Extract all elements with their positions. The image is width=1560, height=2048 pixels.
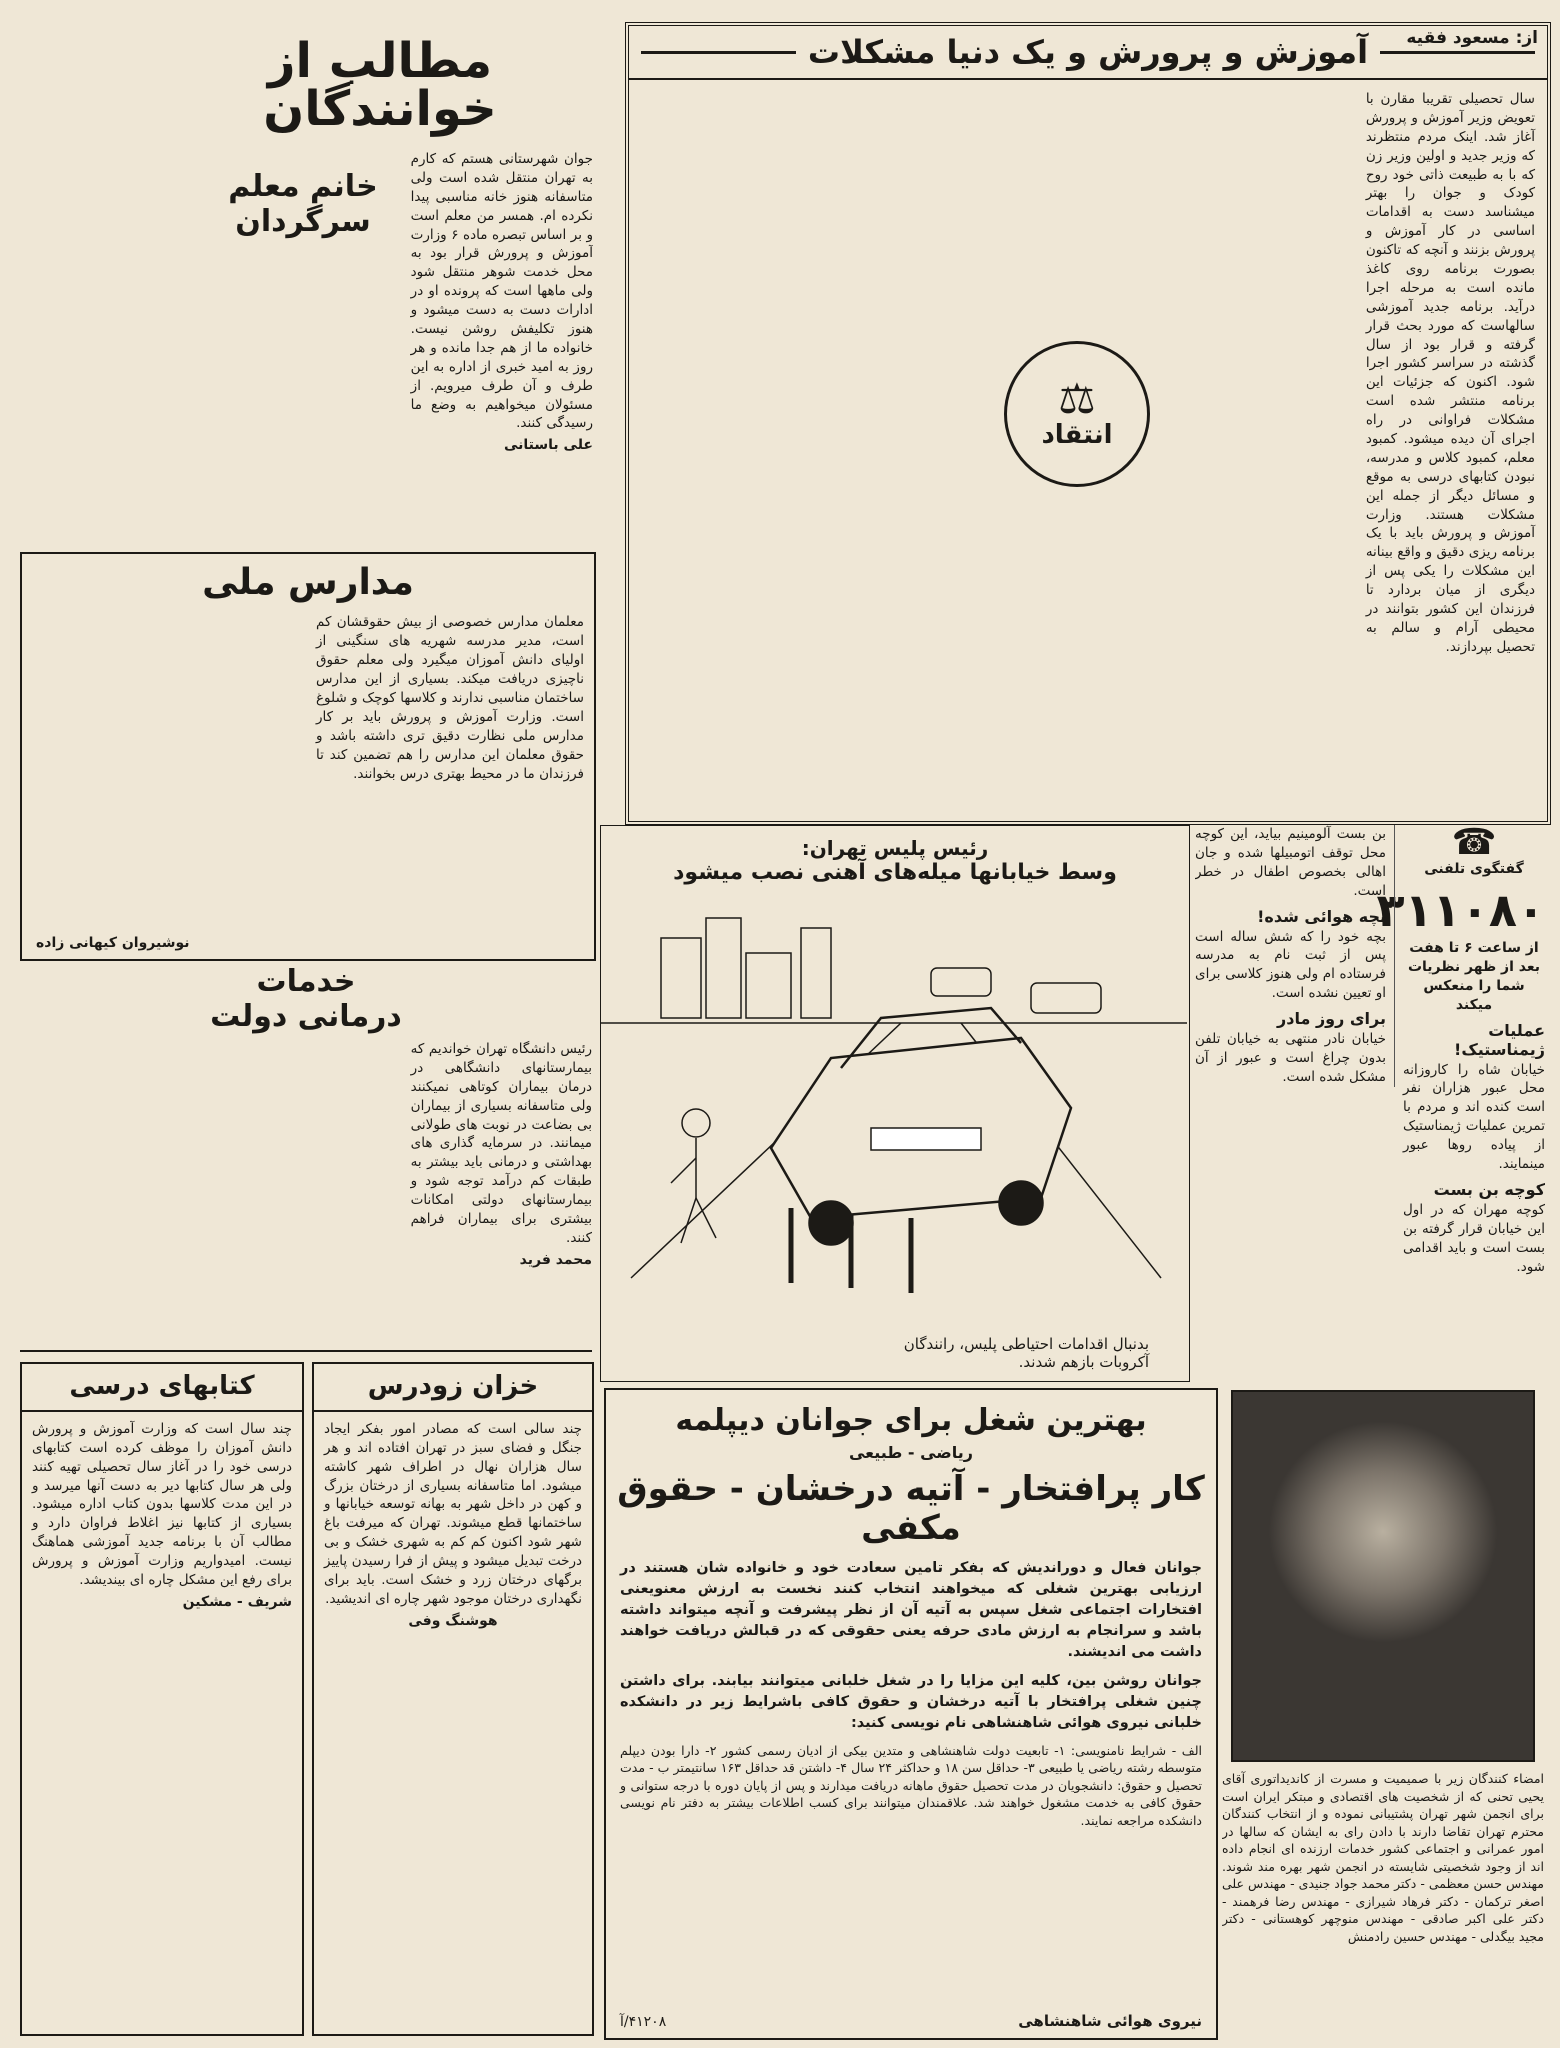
ad-headline: بهترین شغل برای جوانان دیپلمه [675,1403,1147,1438]
fall-article-signature: هوشنگ وفی [408,1612,498,1629]
national-schools-title: مدارس ملی [202,562,414,603]
phone-column-label: گفتگوی تلفنی [1424,861,1524,877]
phone-icon: ☎ [1451,825,1497,863]
textbooks-signature: شریف - مشکین [182,1593,292,1610]
phone-item-1-text: خیابان شاه را کاروزانه محل عبور هزاران نفر است کنده اند و مردم با تمرین عملیات ژیمناستیک از پیاده روها عبور مینمایند. [1403,1061,1545,1173]
ad-subhead: ریاضی - طبیعی [848,1442,973,1462]
fall-article-title: خزان زودرس [314,1364,592,1412]
phone-column [1195,825,1545,1380]
health-services-article [20,965,592,1345]
cartoon-caption-1: بدنبال اقدامات احتیاطی پلیس، رانندگان [903,1335,1149,1353]
ad-footer-right: نیروی هوائی شاهنشاهی [1018,2012,1202,2030]
phone-number: ۳۱۱۰۸۰ [1376,883,1545,937]
ad-call: جوانان روشن بین، کلیه این مزایا را در شغل خلبانی میتوانند بیابند. برای داشتن چنین شغلی پرافتخار با آتیه درخشان و حقوق کافی باشرایط زیر در دانشکده خلبانی نیروی هوائی شاهنشاهی نام نویسی کنید: [620,1672,1202,1731]
phone-top-note: بن بست آلومینیم بیاید، این کوچه محل توقف اتومبیلها شده و جان اهالی بخصوص اطفال در خطر است. [1195,826,1386,899]
readers-mail-title: مطالب از خوانندگان [263,33,497,137]
criticism-badge-label: انتقاد [1041,420,1113,450]
letter-teacher-body: جوان شهرستانی هستم که کارم به تهران منتقل شده است ولی متاسفانه هنوز خانه مناسبی پیدا نکرده ام. همسر من معلم است و بر اساس تبصره ماده ۶ وزارت آموزش و پرورش قرار بود به محل خدمت شوهر منتقل شود ولی ماهها است که پرونده او در ادارات دست به دست میشود و هنوز تکلیفش روشن نیست. خانواده ما از هم جدا مانده و هر روز به امید خبری از اداره به این طرف و آن طرف میرویم. از مسئولان میخواهیم به وضع ما رسیدگی کنند. [410,151,593,432]
phone-item-4-title: برای روز مادر [1277,1009,1386,1029]
phone-item-1-title: عملیات ژیمناستیک! [1454,1020,1545,1059]
portrait-photo [1231,1390,1535,1762]
main-article-body: سال تحصیلی تقریبا مقارن با تعویض وزیر آموزش و پرورش آغاز شد. اینک مردم منتظرند که وزیر جدید و اولین وزیر زن که با به طبیعت ذاتی خود روح کودک و جوان را بهتر میشناسد دست به اقدامات اساسی در کار آموزش و پرورش بزنند و آنچه که تاکنون بصورت برنامه روی کاغذ مانده است به مرحله اجرا درآید. برنامه جدید آموزشی سالهاست که مورد بحث قرار گرفته و قرار بود از سال گذشته در سراسر کشور اجرا شود. اکنون که جزئیات این برنامه منتشر شده است مشکلات فراوانی در راه اجرای آن دیده میشود. کمبود معلم، کمبود کلاس و مدرسه، نبودن کتابهای درسی به موقع و مسائل دیگر از جمله این مشکلات هستند. وزارت آموزش و پرورش باید با یک برنامه ریزی دقیق و واقع بینانه این مشکلات را یکی پس از دیگری از میان بردارد تا فرزندان این کشور بتوانند در محیطی آرام و سالم به تحصیل بپردازند. [1365,91,1535,655]
national-schools-article [20,552,596,961]
fall-article [312,1362,594,2036]
phone-item-3-title: بچه هوائی شده! [1257,906,1386,926]
ad-intro: جوانان فعال و دوراندیش که بفکر تامین سعادت خود و خانواده شان هستند در ارزیابی بهترین شغلی که میخواهند انتخاب کنند نخست به ارزش معنویعنی افتخارات اجتماعی شغل سپس به آتیه آن از نظر پیشرفت و آنچه میتواند داشته باشد و سرانجام به ارزش مادی حرفه یعنی حقوقی که در قبالش دریافت خواهند داشت می اندیشند. [620,1559,1202,1660]
cartoon-illustration [601,898,1187,1308]
police-headline: رئیس پلیس تهران: [801,836,989,860]
top-byline: از: مسعود فقیه [1406,28,1538,48]
endorsement-notice [1222,1390,1544,2035]
police-subheadline: وسط خیابانها میله‌های آهنی نصب میشود [673,860,1117,885]
readers-mail-header [170,30,590,140]
letter-teacher-title: خانم معلم سرگردان [228,169,378,239]
national-schools-body: معلمان مدارس خصوصی از بیش حقوقشان کم است، مدیر مدرسه شهریه های سنگینی از اولیای دانش آموزان میگیرد ولی معلم حقوق ناچیزی دریافت میکند. بسیاری از این مدارس ساختمان مناسبی ندارند و کلاسها کوچک و شلوغ است. وزارت آموزش و پرورش باید بر کار مدارس ملی نظارت دقیق تری داشته باشد و حقوق معلمان این مدارس را هم تضمین کند تا فرزندان ما در محیط بهتری درس بخوانند. [316,614,584,782]
ad-conditions: الف - شرایط نامنویسی: ۱- تابعیت دولت شاهنشاهی و متدین بیکی از ادیان رسمی کشور ۲- دارا بودن دیپلم متوسطه رشته ریاضی یا طبیعی ۳- حداقل سن ۱۸ و حداکثر ۲۴ سال ۴- داشتن قد حداقل ۱۶۳ سانتیمتر ب - مدت تحصیل و حقوق: دانشجویان در مدت تحصیل حقوق ماهانه دریافت میدارند و پس از پایان دوره با درجه ستوانی و حقوق کافی به خدمت مشغول خواهند شد. علاقمندان میتوانند برای کسب اطلاعات بیشتر به دفتر نام نویسی دانشکده مراجعه نمایند. [620,1742,1202,1828]
phone-item-3-text: بچه خود را که شش ساله است پس از ثبت نام به مدرسه فرستاده ام ولی هنوز کلاسی برای او تعیین نشده است. [1195,928,1386,1002]
phone-item-4-text: خیابان نادر منتهی به خیابان تلفن بدون چراغ است و عبور از آن مشکل شده است. [1195,1031,1386,1085]
cartoon-caption-2: آکروبات بازهم شدند. [1018,1353,1149,1371]
phone-item-2-title: کوچه بن بست [1433,1179,1545,1199]
fall-article-body: چند سالی است که مصادر امور بفکر ایجاد جنگل و فضای سبز در تهران افتاده اند و هر سال هزاران نهال در اطراف شهر کاشته میشود. اما متاسفانه بسیاری از درختان بزرگ و کهن در داخل شهر به بهانه توسعه خیابانها و ساختمانها قطع میشوند. تهران که میرفت باغ شهر شود اکنون کم کم به شهری خشک و بی درخت تبدیل میشود و پیش از فرا رسیدن پاییز برگهای درختان زرد و خشک است. باید برای نگهداری درختان موجود شهر چاره ای اندیشید. [324,1420,582,1607]
phone-intro: از ساعت ۶ تا هفت بعد از ظهر نظریات شما را منعکس میکند [1407,940,1541,1013]
health-services-title: خدمات درمانی دولت [210,965,402,1034]
health-services-signature: محمد فرید [519,1251,592,1268]
textbooks-body: چند سال است که وزارت آموزش و پرورش دانش آموزان را موظف کرده است کتابهای درسی خود را در آغاز سال تحصیلی تهیه کنند ولی هر سال کتابها دیر به دست آنها میرسد و در این مدت کلاسها بدون کتاب اداره میشود. بسیاری از کتابها نیز اغلاط فراوان دارد و مطالب آن با برنامه جدید آموزشی هماهنگ نیست. امیدواریم وزارت آموزش و پرورش برای رفع این مشکل چاره ای بیندیشد. [32,1420,292,1589]
criticism-badge [1004,341,1150,487]
phone-item-2-text: کوچه مهران که در اول این خیابان قرار گرفته بن بست است و باید اقدامی شود. [1403,1201,1545,1275]
main-article-title: آموزش و پرورش و یک دنیا مشکلات [807,32,1369,71]
pilot-recruitment-ad [604,1388,1218,2040]
letter-teacher-signature: علی باستانی [504,437,593,454]
textbooks-title: کتابهای درسی [22,1364,302,1412]
police-cartoon [600,825,1190,1382]
national-schools-signature: نوشیروان کیهانی زاده [36,935,190,951]
health-services-body: رئیس دانشگاه تهران خواندیم که بیمارستانهای دانشگاهی در درمان بیماران کوتاهی نمیکنند ولی متاسفانه بسیاری از بیماران بی بضاعت در نوبت های طولانی میمانند. در سرمایه گذاری های بهداشتی و درمانی باید بیشتر به طبقات کم درآمد توجه شود و بیمارستانهای دولتی امکانات بیشتری برای بیماران فراهم کنند. [410,1041,592,1246]
scales-icon: ⚖ [1058,374,1096,423]
endorsement-body: امضاء کنندگان زیر با صمیمیت و مسرت از کاندیداتوری آقای یحیی تحنی که از شخصیت های اقتصادی و مبتکر ایران است برای انجمن شهر تهران پشتیبانی نموده و از انتخاب کنندگان محترم تهران تقاضا دارند با دادن رای به ایشان که سالها در امور عمرانی و اجتماعی کشور خدمات ارزنده ای انجام داده اند از وجود شخصیتی شایسته در انجمن شهر بهره مند شوند. مهندس حسن معظمی - دکتر محمد جواد جنیدی - مهندس علی اصغر ترکمان - دکتر فرهاد شیرازی - مهندس رضا فرهمند - دکتر علی اکبر صادقی - مهندس منوچهر کوهستانی - دکتر مجید بیگدلی - مهندس حسین رادمنش [1222,1771,1544,1944]
letter-teacher [18,150,593,548]
textbooks-article [20,1362,304,2036]
ad-slogan: کار پرافتخار - آتیه درخشان - حقوق مکفی [617,1468,1205,1548]
main-article [625,22,1551,825]
ad-footer-left: ۴۱۲۰۸/آ [620,2014,667,2030]
